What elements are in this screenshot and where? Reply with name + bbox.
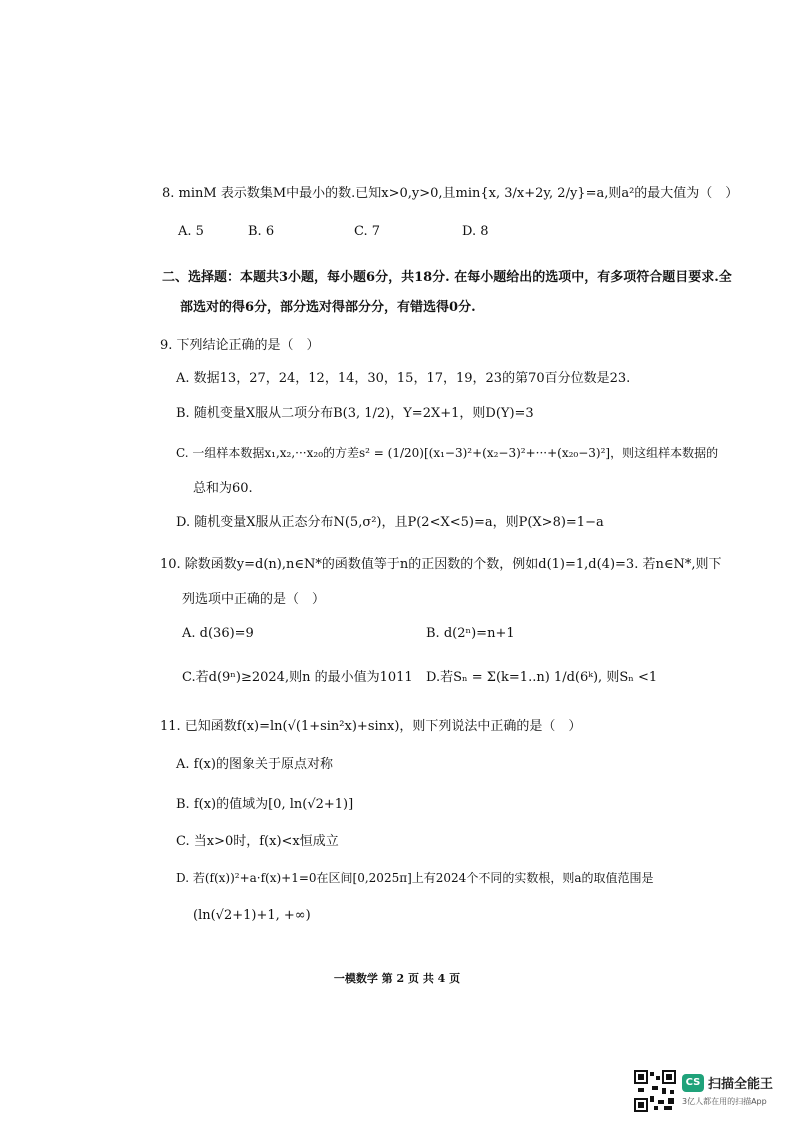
- question-10-stem-line-2: 列选项中正确的是（ ）: [182, 592, 326, 607]
- section-2-heading-line-2: 部选对的得6分，部分选对得部分分，有错选得0分.: [180, 300, 476, 315]
- camscanner-tagline: 3亿人都在用的扫描App: [682, 1097, 767, 1106]
- page-footer: 一模数学 第 2 页 共 4 页: [333, 972, 461, 985]
- question-11-stem: 11. 已知函数f(x)=ln(√(1+sin²x)+sinx)，则下列说法中正确的是（ ）: [160, 719, 582, 734]
- question-9-stem: 9. 下列结论正确的是（ ）: [160, 338, 320, 353]
- question-10-stem-line-1: 10. 除数函数y=d(n),n∈N*的函数值等于n的正因数的个数，例如d(1)=1,d(4)=3. 若n∈N*,则下: [160, 557, 722, 572]
- question-9-option-c-line-2: 总和为60.: [193, 481, 253, 496]
- question-11-option-d-line-2: (ln(√2+1)+1, +∞): [193, 908, 311, 923]
- qr-code-icon: [634, 1070, 676, 1112]
- question-10-option-a: A. d(36)=9: [182, 626, 254, 641]
- question-8-option-c: C. 7: [354, 224, 381, 239]
- question-8-stem: 8. minM 表示数集M中最小的数.已知x>0,y>0,且min{x, 3/x+2y, 2/y}=a,则a²的最大值为（ ）: [162, 186, 739, 201]
- camscanner-name: 扫描全能王: [708, 1077, 774, 1092]
- question-9-option-a: A. 数据13，27，24，12，14，30，15，17，19，23的第70百分位数是23.: [176, 371, 631, 386]
- question-9-option-c-line-1: C. 一组样本数据x₁,x₂,···x₂₀的方差s² = (1/20)[(x₁−3)²+(x₂−3)²+···+(x₂₀−3)²]，则这组样本数据的: [176, 446, 719, 460]
- question-8-option-d: D. 8: [462, 224, 489, 239]
- question-10-option-d: D.若Sₙ = Σ(k=1..n) 1/d(6ᵏ), 则Sₙ <1: [426, 670, 658, 685]
- question-8-option-a: A. 5: [178, 224, 204, 239]
- question-10-option-c: C.若d(9ⁿ)≥2024,则n 的最小值为1011: [182, 670, 413, 685]
- question-9-option-d: D. 随机变量X服从正态分布N(5,σ²)，且P(2<X<5)=a，则P(X>8)=1−a: [176, 515, 604, 530]
- question-10-option-b: B. d(2ⁿ)=n+1: [426, 626, 515, 641]
- section-2-heading-line-1: 二、选择题：本题共3小题，每小题6分，共18分. 在每小题给出的选项中，有多项符合题目要求.全: [162, 270, 732, 285]
- question-9-option-b: B. 随机变量X服从二项分布B(3, 1/2)，Y=2X+1，则D(Y)=3: [176, 406, 534, 421]
- question-11-option-c: C. 当x>0时，f(x)<x恒成立: [176, 834, 339, 849]
- question-11-option-d-line-1: D. 若(f(x))²+a·f(x)+1=0在区间[0,2025π]上有2024个不同的实数根，则a的取值范围是: [176, 871, 654, 885]
- camscanner-logo: CS: [682, 1074, 704, 1092]
- question-11-option-b: B. f(x)的值域为[0, ln(√2+1)]: [176, 797, 354, 812]
- question-8-option-b: B. 6: [248, 224, 275, 239]
- question-11-option-a: A. f(x)的图象关于原点对称: [176, 757, 333, 772]
